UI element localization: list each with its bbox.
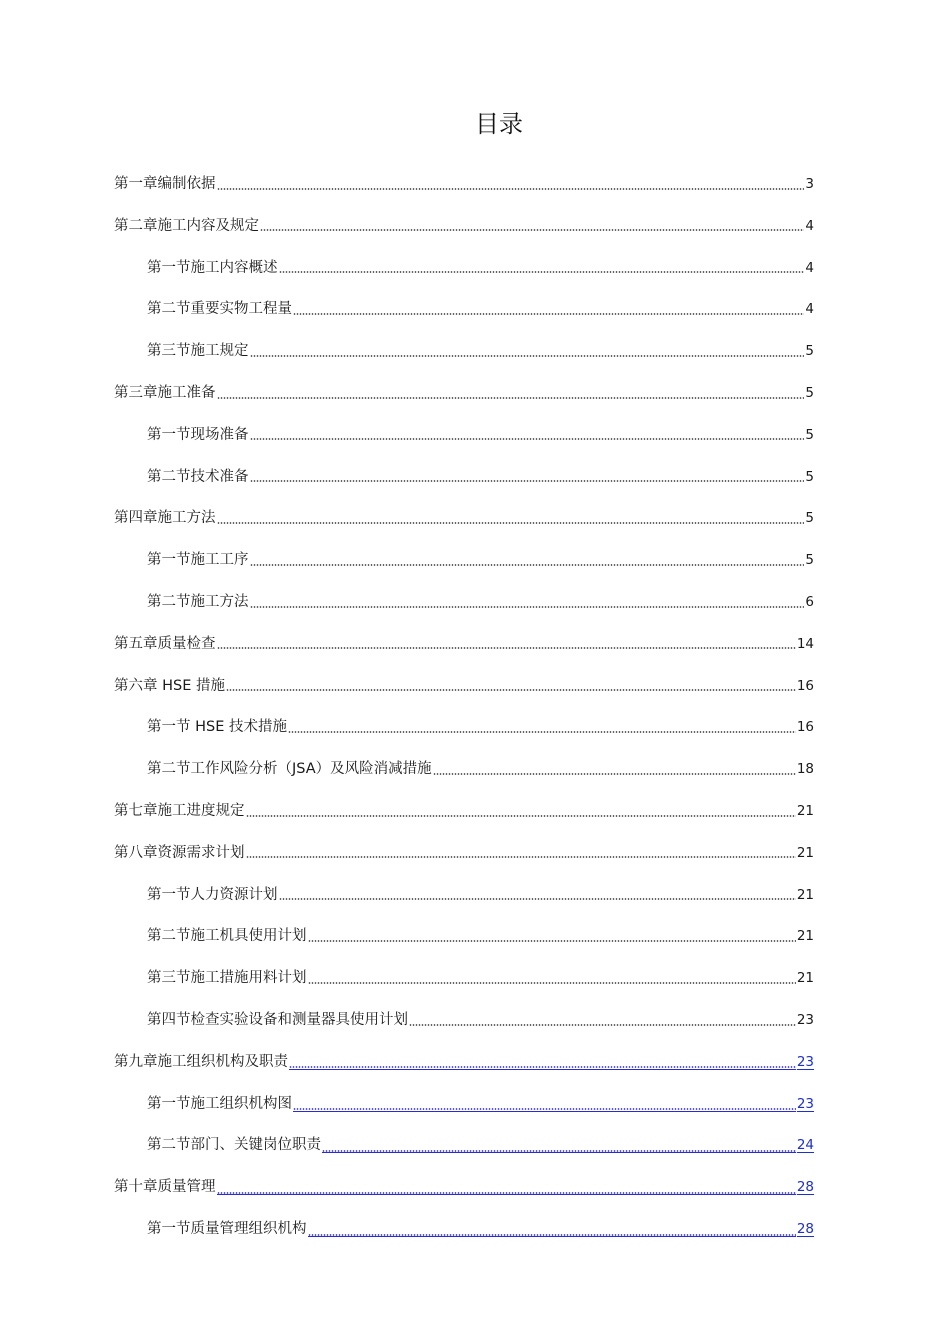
toc-entry-title: 第二节施工机具使用计划: [147, 928, 307, 945]
toc-entry-title: 第十章质量管理: [114, 1179, 216, 1196]
toc-dot-leader: [226, 689, 796, 691]
toc-dot-leader: [293, 1108, 796, 1112]
toc-page-number[interactable]: 23: [796, 1053, 814, 1070]
toc-entry-title: 第五章质量检查: [114, 635, 216, 652]
toc-page-number: 5: [805, 552, 814, 569]
toc-chapter-entry[interactable]: [114, 790, 814, 832]
toc-entry-title: 第七章施工进度规定: [114, 803, 245, 819]
toc-dot-leader: [246, 815, 796, 817]
toc-entry-title: 第四节检查实验设备和测量器具使用计划: [147, 1012, 408, 1028]
toc-chapter-entry[interactable]: [114, 372, 814, 414]
toc-page-number: 3: [805, 176, 814, 192]
toc-entry-title: 第一节质量管理组织机构: [147, 1221, 307, 1237]
toc-dot-leader: [250, 480, 805, 482]
toc-entry-title: 第四章施工方法: [114, 510, 216, 527]
toc-chapter-entry[interactable]: [114, 163, 814, 205]
toc-page-number: 5: [805, 385, 814, 401]
toc-dot-leader: [260, 229, 804, 231]
page-title: 目录: [475, 110, 523, 138]
toc-chapter-entry[interactable]: [114, 623, 814, 665]
toc-entry-title: 第六章 HSE 措施: [114, 677, 225, 694]
toc-entry-title: 第二节重要实物工程量: [147, 301, 292, 318]
toc-entry-title: 第一节施工工序: [147, 552, 249, 569]
toc-dot-leader: [279, 898, 796, 900]
toc-page-number: 16: [796, 677, 814, 694]
toc-dot-leader: [409, 1024, 796, 1026]
toc-dot-leader: [433, 773, 796, 775]
toc-page-number: 21: [796, 928, 814, 945]
toc-section-entry[interactable]: [147, 330, 814, 372]
toc-page-number: 21: [796, 886, 814, 903]
toc-chapter-entry[interactable]: [114, 1041, 814, 1083]
toc-page-number: 6: [805, 594, 814, 610]
toc-page-number: 16: [796, 719, 814, 736]
toc-section-entry[interactable]: [147, 247, 814, 289]
toc-page-number: 4: [805, 301, 814, 318]
toc-page-number: 5: [805, 468, 814, 485]
toc-dot-leader: [217, 647, 796, 649]
toc-dot-leader: [217, 522, 805, 524]
toc-dot-leader: [308, 982, 796, 984]
toc-dot-leader: [308, 940, 796, 942]
toc-page-number: 5: [805, 426, 814, 443]
toc-chapter-entry[interactable]: [114, 832, 814, 874]
toc-section-entry[interactable]: [147, 957, 814, 999]
toc-page-number[interactable]: 23: [796, 1095, 814, 1112]
toc-section-entry[interactable]: [147, 874, 814, 916]
toc-dot-leader: [217, 1191, 796, 1195]
toc-section-entry[interactable]: [147, 748, 814, 790]
toc-dot-leader: [279, 271, 805, 273]
toc-dot-leader: [250, 606, 805, 608]
toc-section-entry[interactable]: [147, 999, 814, 1041]
toc-chapter-entry[interactable]: [114, 665, 814, 707]
toc-page-number: 4: [805, 259, 814, 276]
toc-entry-title: 第一节人力资源计划: [147, 886, 278, 903]
toc-dot-leader: [250, 438, 805, 440]
toc-page-number: 5: [805, 343, 814, 360]
toc-page-number[interactable]: 24: [796, 1137, 814, 1154]
toc-dot-leader: [293, 313, 804, 315]
toc-entry-title: 第二节部门、关键岗位职责: [147, 1137, 321, 1154]
toc-section-entry[interactable]: [147, 1208, 814, 1250]
toc-dot-leader: [289, 1066, 796, 1070]
toc-dot-leader: [288, 731, 796, 733]
toc-page-number: 21: [796, 844, 814, 861]
toc-entry-title: 第一节施工组织机构图: [147, 1095, 292, 1112]
toc-dot-leader: [308, 1233, 796, 1237]
toc-dot-leader: [322, 1149, 796, 1153]
toc-section-entry[interactable]: [147, 1124, 814, 1166]
toc-entry-title: 第二节工作风险分析（JSA）及风险消减措施: [147, 761, 432, 778]
toc-section-entry[interactable]: [147, 456, 814, 498]
toc-page-number: 18: [796, 761, 814, 778]
toc-section-entry[interactable]: [147, 915, 814, 957]
toc-page-number: 14: [796, 635, 814, 652]
toc-entry-title: 第九章施工组织机构及职责: [114, 1053, 288, 1070]
toc-chapter-entry[interactable]: [114, 205, 814, 247]
toc-page-number: 4: [805, 217, 814, 234]
toc-entry-title: 第三节施工规定: [147, 343, 249, 360]
toc-section-entry[interactable]: [147, 706, 814, 748]
toc-dot-leader: [250, 355, 805, 357]
toc-page-number: 23: [796, 1012, 814, 1028]
toc-page-number: 5: [805, 510, 814, 527]
toc-section-entry[interactable]: [147, 539, 814, 581]
toc-entry-title: 第三章施工准备: [114, 385, 216, 401]
toc-entry-title: 第二章施工内容及规定: [114, 217, 259, 234]
toc-dot-leader: [217, 188, 805, 190]
toc-page-number[interactable]: 28: [796, 1179, 814, 1196]
toc-page-number: 21: [796, 970, 814, 987]
toc-entry-title: 第二节施工方法: [147, 594, 249, 610]
toc-entry-title: 第一节施工内容概述: [147, 259, 278, 276]
toc-entry-title: 第一节现场准备: [147, 426, 249, 443]
toc-entry-title: 第二节技术准备: [147, 468, 249, 485]
toc-entry-title: 第一章编制依据: [114, 176, 216, 192]
toc-entry-title: 第一节 HSE 技术措施: [147, 719, 287, 736]
toc-section-entry[interactable]: [147, 1083, 814, 1125]
toc-section-entry[interactable]: [147, 581, 814, 623]
toc-chapter-entry[interactable]: [114, 1166, 814, 1208]
toc-chapter-entry[interactable]: [114, 497, 814, 539]
toc-entry-title: 第八章资源需求计划: [114, 844, 245, 861]
toc-section-entry[interactable]: [147, 414, 814, 456]
toc-dot-leader: [217, 397, 805, 399]
toc-section-entry[interactable]: [147, 288, 814, 330]
toc-dot-leader: [250, 564, 805, 566]
toc-entry-title: 第三节施工措施用料计划: [147, 970, 307, 987]
toc-page-number: 21: [796, 803, 814, 819]
toc-page-number[interactable]: 28: [796, 1221, 814, 1237]
toc-dot-leader: [246, 856, 796, 858]
